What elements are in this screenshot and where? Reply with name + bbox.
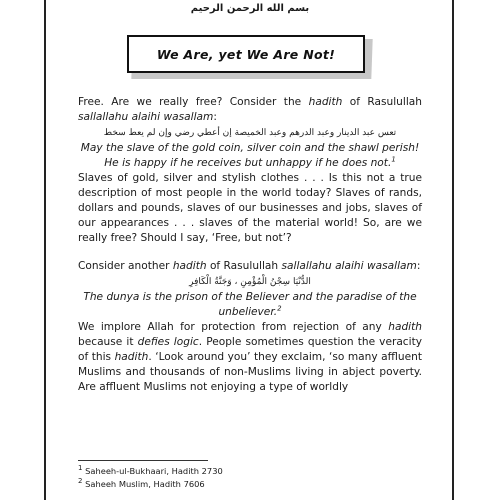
footnote-2-number: 2 <box>78 477 83 486</box>
text-run: because it <box>78 336 138 348</box>
quote-1-line-2: He is happy if he receives but unhappy if he does not. <box>104 157 392 169</box>
body-text <box>78 95 422 395</box>
quote-1-line-1: May the slave of the gold coin, silver coin and the shawl perish! <box>80 142 420 154</box>
basmala-header: بسم الله الرحمن الرحيم <box>190 3 310 14</box>
hadith-translation-1 <box>78 141 422 171</box>
footnote-ref-2: 2 <box>277 304 282 313</box>
text-run: : <box>416 260 421 272</box>
italic-term: sallallahu alaihi wasallam <box>78 111 214 123</box>
text-run: . ‘Look around you’ they exclaim, ‘so many affluent Muslims and thousands of non-Muslims living in abject poverty. Are affluent Muslims not enjoying a type of worldly <box>78 351 423 393</box>
text-run: : <box>213 111 217 123</box>
italic-term: hadith <box>308 96 343 108</box>
italic-term: defies logic <box>137 336 199 348</box>
footnote-1-number: 1 <box>78 464 83 473</box>
footnote-divider <box>78 460 208 461</box>
paragraph-3 <box>78 259 422 274</box>
italic-term: hadith <box>114 351 149 363</box>
text-run: We implore Allah for protection from rejection of any <box>78 321 389 333</box>
italic-term: hadith <box>172 260 207 272</box>
italic-term: hadith <box>388 321 422 333</box>
text-run: of Rasulullah <box>206 260 282 272</box>
text-run: Free. Are we really free? Consider the <box>78 96 309 108</box>
footnote-2 <box>78 478 422 491</box>
paragraph-4 <box>78 320 422 395</box>
paragraph-1 <box>78 95 422 125</box>
footnote-1-text: Saheeh-ul-Bukhaari, Hadith 2730 <box>82 466 223 476</box>
title-box <box>127 35 365 73</box>
paragraph-2: Slaves of gold, silver and stylish clothes . . . Is this not a true description of most people in the world today? Slaves of rands, dollars and pounds, slaves of our businesses and jobs, slaves of our appearances . . . slaves of the material world! So, are we really free? Should I say, ‘Free, but not’? <box>78 172 422 244</box>
footnotes <box>78 460 422 491</box>
text-run: Consider another <box>78 260 173 272</box>
text-run: . People sometimes question the veracity of this <box>78 336 422 363</box>
hadith-translation-2 <box>78 290 422 320</box>
chapter-title: We Are, yet We Are Not! <box>156 46 336 62</box>
text-run: of Rasulullah <box>342 96 422 108</box>
footnote-ref-1: 1 <box>391 155 396 164</box>
footnote-2-text: Saheeh Muslim, Hadith 7606 <box>82 479 205 489</box>
italic-term: sallallahu alaihi wasallam <box>281 260 417 272</box>
quote-2-text: The dunya is the prison of the Believer and the paradise of the unbeliever. <box>83 291 417 318</box>
arabic-hadith-1: تعس عبد الدينار وعبد الدرهم وعبد الخميصة إن أعطي رضي وإن لم يعط سخط <box>103 128 397 138</box>
arabic-hadith-2: الدُّنْيَا سِجْنُ الْمُؤْمِنِ ، وَجَنَّةُ الْكَافِرِ <box>189 277 311 287</box>
footnote-1 <box>78 465 422 478</box>
